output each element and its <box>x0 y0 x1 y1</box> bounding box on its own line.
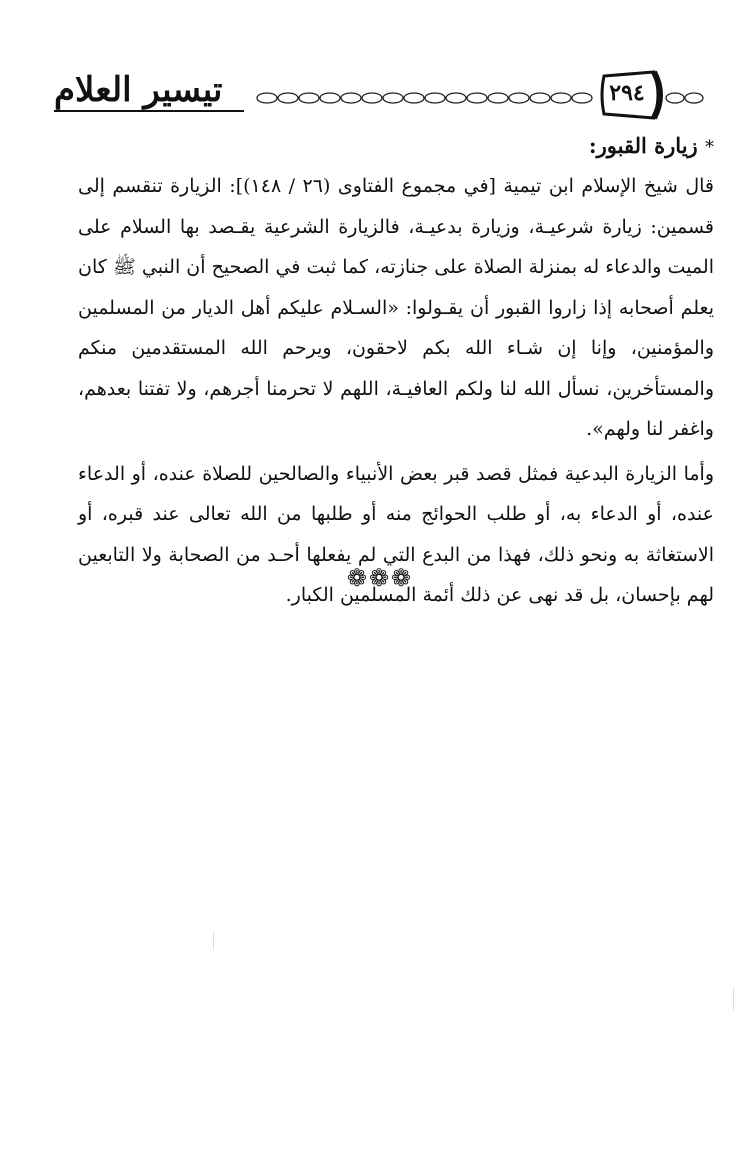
asterisk-bullet: * <box>705 137 714 158</box>
page-body <box>78 128 714 616</box>
page-number: ٢٩٤ <box>609 80 645 106</box>
decorative-chain-left <box>255 90 600 106</box>
paragraph-2: وأما الزيارة البدعية فمثل قصد قبر بعض الأنبياء والصالحين للصلاة عنده، أو الدعاء عنده، أو الدعاء به، أو طلب الحوائج منه أو طلبها من الله تعالى عند قبره، أو الاستغاثة به ونحو ذلك، فهذا من البدع التي لم يفعلها أحـد من الصحابة ولا التابعين لهم بإحسان، بل قد نهى عن ذلك أئمة المسلمين الكبار. <box>78 462 714 606</box>
section-heading: زيارة القبور: <box>588 133 698 158</box>
title-underline <box>54 110 244 112</box>
book-title: تيسير العلام <box>54 70 223 110</box>
scan-mark <box>733 988 734 1010</box>
section-heading-line <box>78 128 714 166</box>
flower-ornament: ❁❁❁ <box>346 564 414 592</box>
scan-mark <box>213 932 214 950</box>
paragraph-1: قال شيخ الإسلام ابن تيمية [في مجموع الفتاوى (٢٦ / ١٤٨)]: الزيارة تنقسم إلى قسمين: زيارة شرعيـة، وزيارة بدعيـة، فالزيارة الشرعية يقـصد بها السلام على الميت والدعاء له بمنزلة الصلاة على جنازته، كما ثبت في الصحيح أن النبي ﷺ كان يعلم أصحابه إذا زاروا القبور أن يقـولوا: «السـلام عليكم أهل الديار من المسلمين والمؤمنين، وإنا إن شـاء الله بكم لاحقون، ويرحم الله المستقدمين منكم والمستأخرين، نسأل الله لنا ولكم العافيـة، اللهم لا تحرمنا أجرهم، ولا تفتنا بعدهم، واغفر لنا ولهم». <box>78 175 714 440</box>
page-header <box>40 66 712 128</box>
decorative-chain-right <box>665 90 705 106</box>
page-number-frame <box>596 66 666 124</box>
